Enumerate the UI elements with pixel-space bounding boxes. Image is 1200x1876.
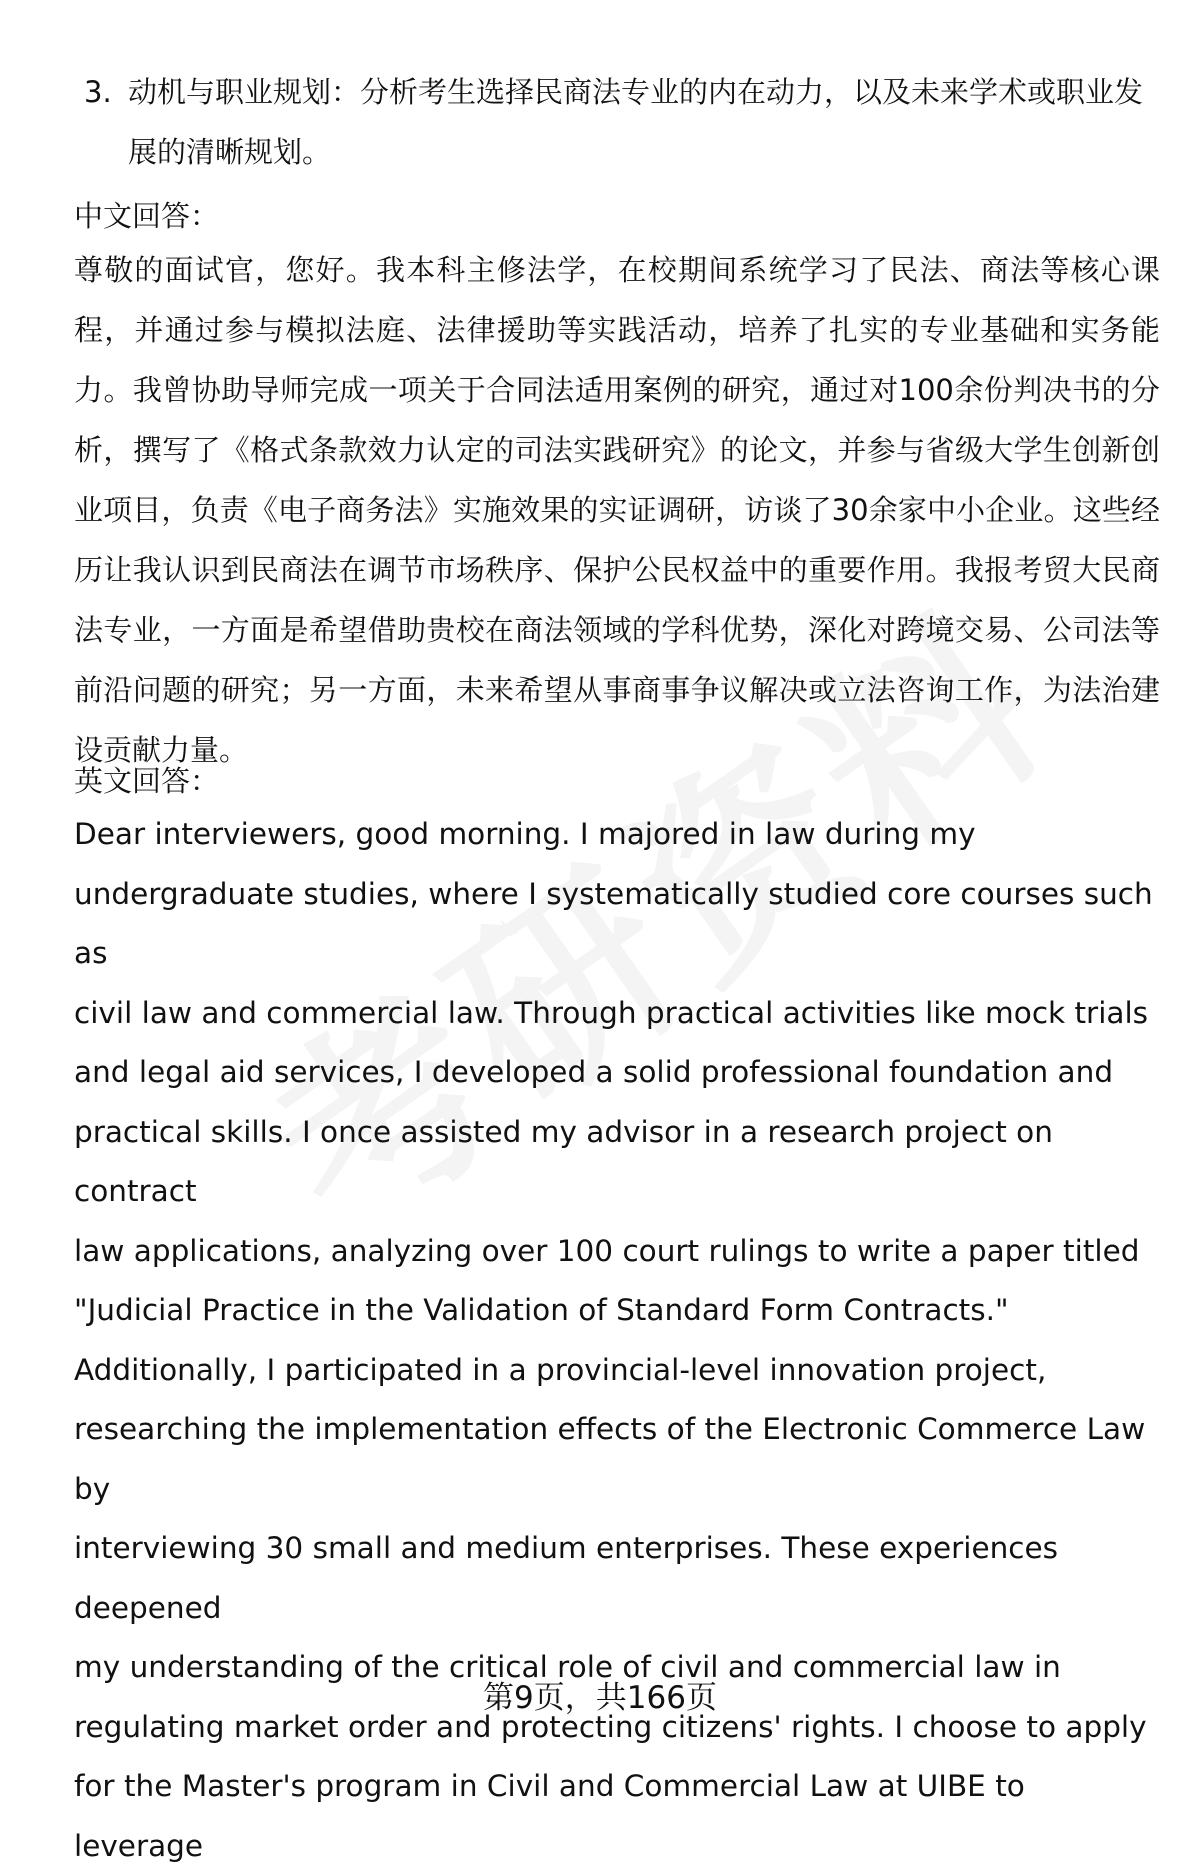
chinese-answer-label: 中文回答： [74, 199, 220, 233]
page-footer: 第9页，共166页 [483, 1680, 717, 1716]
list-item-text: 动机与职业规划：分析考生选择民商法专业的内在动力，以及未来学术或职业发展的清晰规划。 [128, 75, 1144, 169]
english-answer-label: 英文回答： [74, 764, 220, 798]
chinese-answer-text: 尊敬的面试官，您好。我本科主修法学，在校期间系统学习了民法、商法等核心课程，并通过参与模拟法庭、法律援助等实践活动，培养了扎实的专业基础和实务能力。我曾协助导师完成一项关于合同法适用案例的研究，通过对100余份判决书的分析，撰写了《格式条款效力认定的司法实践研究》的论文，并参与省级大学生创新创业项目，负责《电子商务法》实施效果的实证调研，访谈了30余家中小企业。这些经历让我认识到民商法在调节市场秩序、保护公民权益中的重要作用。我报考贸大民商法专业，一方面是希望借助贵校在商法领域的学科优势，深化对跨境交易、公司法等前沿问题的研究；另一方面，未来希望从事商事争议解决或立法咨询工作，为法治建设贡献力量。 [74, 253, 1160, 767]
list-item [84, 62, 1144, 182]
list-item-number: 3. [84, 75, 112, 109]
english-answer-text: Dear interviewers, good morning. I majored in law during my undergraduate studies, where I systematically studied core courses such as civil law and commercial law. Through practical activities like mock trials and legal aid services, I developed a solid professional foundation and practical skills. I once assisted my advisor in a research project on contract law applications, analyzing over 100 court rulings to write a paper titled "Judicial Practice in the Validation of Standard Form Contracts." Additionally, I participated in a provincial-level innovation project, researching the implementation effects of the Electronic Commerce Law by interviewing 30 small and medium enterprises. These experiences deepened my understanding of the critical role of civil and commercial law in regulating market order and protecting citizens' rights. I choose to apply for the Master's program in Civil and Commercial Law at UIBE to leverage [74, 817, 1153, 1863]
